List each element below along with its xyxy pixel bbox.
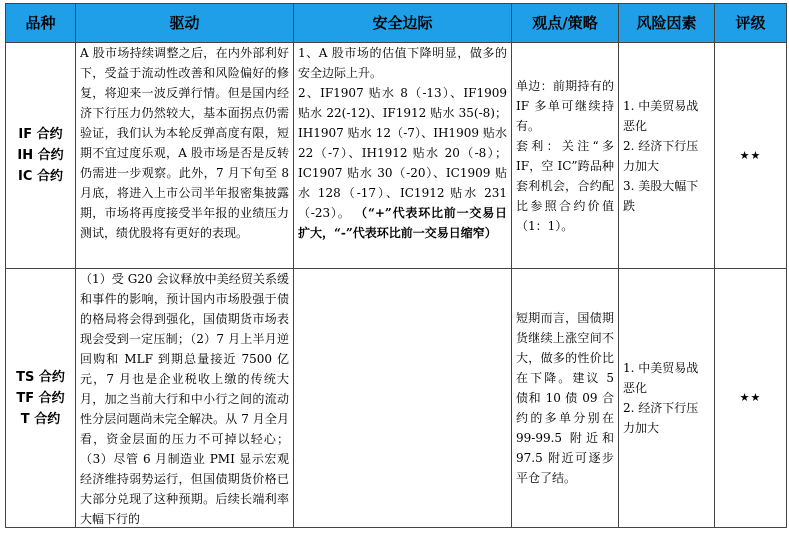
driver-cell [76, 269, 294, 528]
risk-item: 1. 中美贸易战恶化 [623, 361, 699, 395]
driver-text: （1）受 G20 会议释放中美经贸关系缓和事件的影响，预计国内市场股强于债的格局将会得到强化，国债期货市场表现会受到一定压制；（2）7 月上半月逆回购和 MLF 到期总量接近 7500 亿元，7 月也是企业税收上缴的传统大月，加之当前大行和中小行之间的流动性分层问题尚未完全解决。从 7 月全月看，资金层面的压力不可掉以轻心；（3）尽管 6 月制造业 PMI 显示宏观经济维持弱势运行，但国债期货价格已大部分兑现了这种预期。后续长端利率大幅下行的 [80, 272, 289, 525]
header-driver: 驱动 [76, 4, 294, 43]
strategy-table [5, 3, 787, 528]
safety-line: 1、A 股市场的估值下降明显，做多的安全边际上升。 [298, 46, 507, 80]
rating-stars: ★★ [739, 391, 762, 404]
header-risk-factors: 风险因素 [619, 4, 715, 43]
contract-label: IH 合约 [17, 148, 64, 163]
safety-margin-cell [294, 269, 512, 528]
strategy-line: 单边：前期持有的 IF 多单可继续持有。 [516, 78, 614, 133]
rating-stars: ★★ [739, 148, 762, 162]
table-header-row [6, 4, 787, 43]
strategy-cell [512, 269, 619, 528]
contract-label: TF 合约 [16, 390, 65, 406]
contract-label: TS 合约 [16, 369, 65, 385]
rating-cell [715, 43, 787, 269]
risk-item: 2. 经济下行压力加大 [623, 401, 699, 435]
rating-cell [715, 269, 787, 528]
header-safety-margin: 安全边际 [294, 4, 512, 43]
safety-margin-cell [294, 43, 512, 269]
driver-cell: A 股市场持续调整之后，在内外部利好下，受益于流动性改善和风险偏好的修复，将迎来一波反弹行情。但是国内经济下行压力仍然较大，基本面拐点仍需验证，我们认为本轮反弹高度有限，短期不宜过度乐观，A 股市场是否是反转仍需进一步观察。此外，7 月下旬至 8 月底，将进入上市公司半年报密集披露期，市场将再度接受半年报的业绩压力测试，绩优股将有更好的表现。 [76, 43, 294, 269]
header-rating: 评级 [715, 4, 787, 43]
header-view-strategy: 观点/策略 [512, 4, 619, 43]
contract-label: IF 合约 [18, 127, 63, 142]
header-variety: 品种 [6, 4, 76, 43]
strategy-line: 套利：关注“多 IF，空 IC”跨品种套利机会，合约配比参照合约价值（1：1）。 [516, 138, 614, 233]
risk-cell [619, 43, 715, 269]
safety-line: 2、IF1907 贴水 8（-13）、IF1909 贴水 22(-12)、IF1912 贴水 35(-8)；IH1907 贴水 12（-7）、IH1909 贴水 22（-7）、IH1912 贴水 20（-8）；IC1907 贴水 30（-20）、IC1909 贴水 128（-17）、IC1912 贴水 231（-23）。 [298, 86, 507, 220]
risk-item: 2. 经济下行压力加大 [623, 138, 699, 173]
risk-item: 1. 中美贸易战恶化 [623, 98, 699, 133]
contract-label: IC 合约 [18, 169, 63, 184]
strategy-cell [512, 43, 619, 269]
variety-cell [6, 43, 76, 269]
safety-note: （“+”代表环比前一交易日扩大，“-”代表环比前一交易日缩窄） [298, 206, 507, 240]
risk-cell [619, 269, 715, 528]
table-row-treasury [6, 269, 787, 528]
table-row-stock-index [6, 43, 787, 269]
risk-item: 3. 美股大幅下跌 [623, 178, 699, 213]
strategy-line: 短期而言，国债期货继续上涨空间不大，做多的性价比在下降。建议 5 债和 10 债 09 合约的多单分别在 99-99.5 附近和 97.5 附近可逐步平仓了结。 [516, 311, 614, 485]
contract-label: T 合约 [20, 411, 61, 427]
variety-cell [6, 269, 76, 528]
